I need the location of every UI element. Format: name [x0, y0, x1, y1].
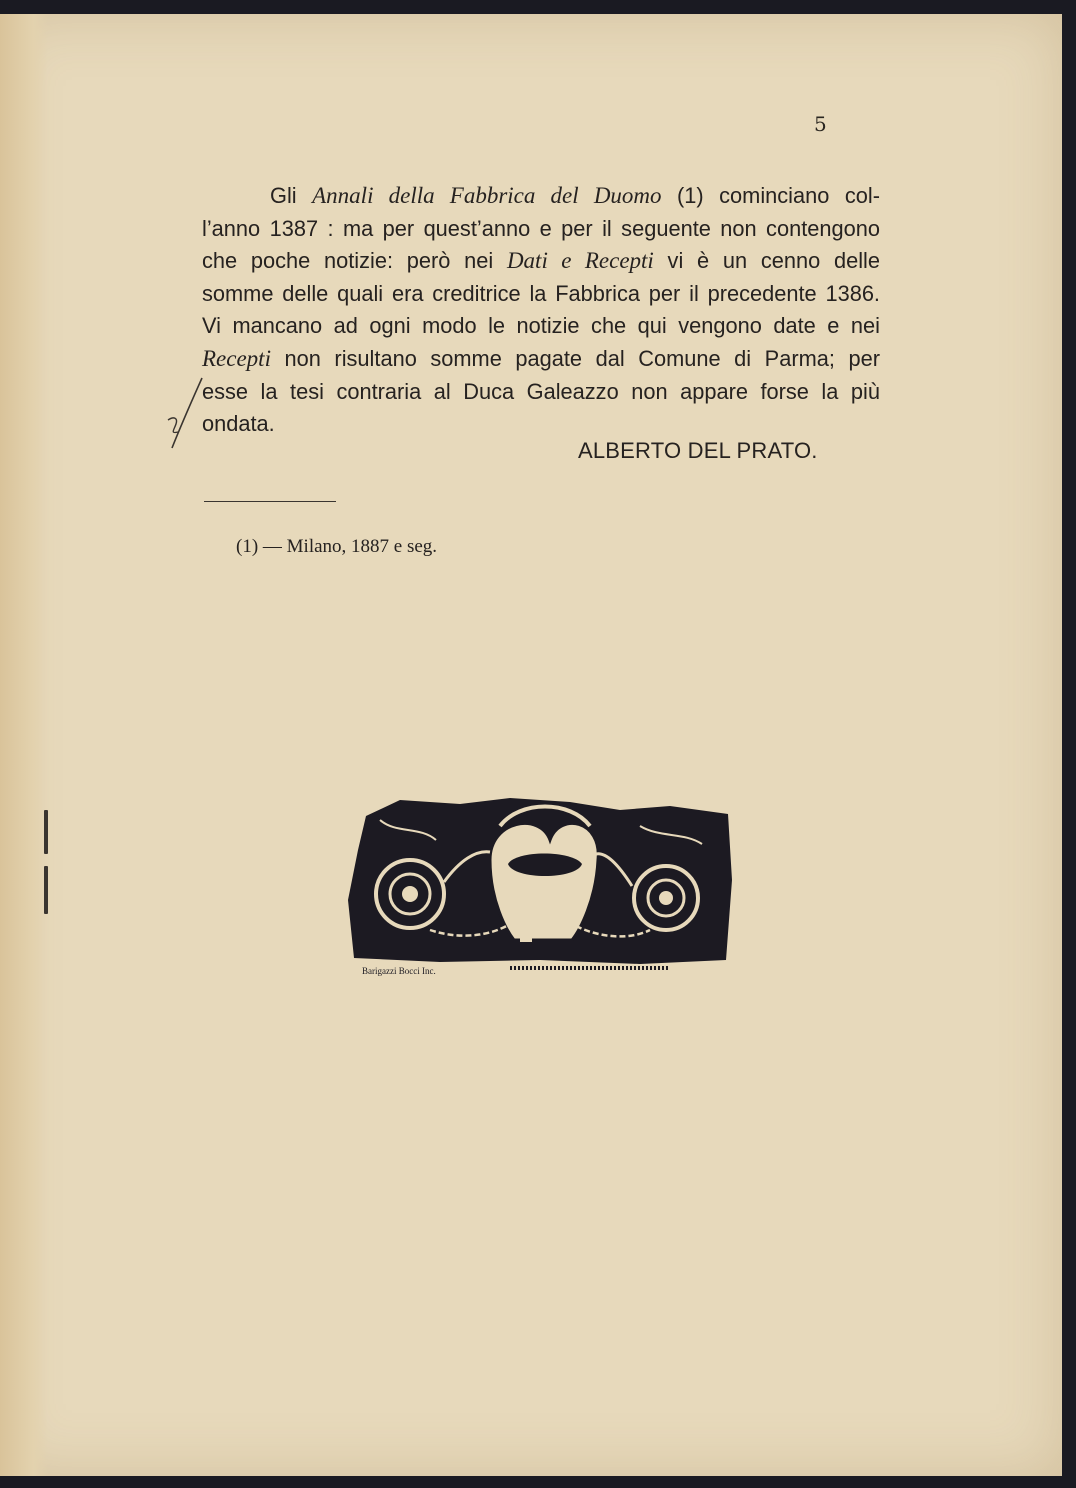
- book-page: [0, 14, 1062, 1476]
- body-paragraph: [202, 180, 880, 441]
- baroque-cartouche-engraving-icon: [340, 790, 740, 980]
- text-line-7: esse la tesi contraria al Duca Galeazzo non appare forse la più: [202, 378, 880, 404]
- text-line-4: somme delle quali era creditrice la Fabbrica per il precedente 1386.: [202, 280, 880, 306]
- text-line-3: che poche notizie: però nei Dati e Recepti vi è un cenno delle: [202, 248, 880, 274]
- binding-gutter: [0, 14, 48, 1476]
- staple-top: [44, 810, 48, 854]
- text-line-5: Vi mancano ad ogni modo le notizie che qui vengono date e nei: [202, 313, 880, 339]
- pencil-correction-mark-icon: [158, 374, 208, 454]
- text-line-6: Recepti non risultano somme pagate dal Comune di Parma; per: [202, 345, 880, 371]
- text-line-1: Gli Annali della Fabbrica del Duomo (1) cominciano col-: [270, 183, 880, 208]
- text-line-8: ondata.: [202, 411, 275, 437]
- text-line-2: l’anno 1387 : ma per quest’anno e per il seguente non contengono: [202, 215, 880, 241]
- staple-bottom: [44, 866, 48, 914]
- footnote: (1) — Milano, 1887 e seg.: [236, 536, 438, 557]
- footnote-divider: [204, 501, 336, 502]
- page-number: 5: [814, 112, 827, 136]
- engraver-credit: Barigazzi Bocci Inc.: [362, 966, 436, 976]
- author-signature: ALBERTO DEL PRATO.: [578, 438, 818, 463]
